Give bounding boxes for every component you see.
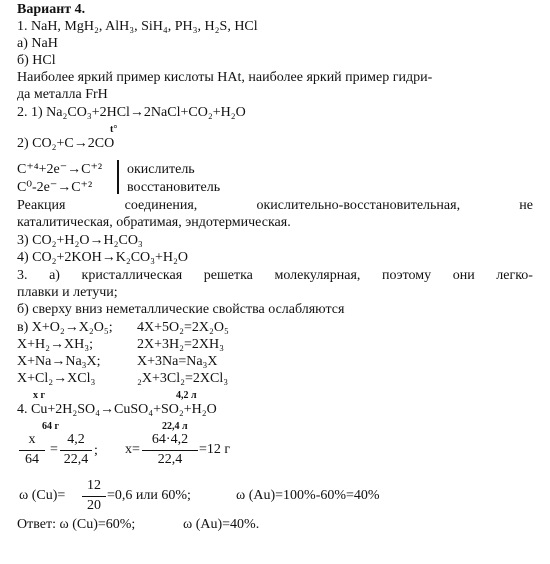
- task1-answer-b: б) HCl: [17, 53, 56, 68]
- word: окислительно-восстановительная,: [256, 198, 461, 213]
- scheme-left-1: в) X+O₂→X₂O₅;: [17, 320, 113, 335]
- fraction-bar: [142, 450, 198, 451]
- denominator: 22,4: [157, 452, 183, 467]
- task2-equation3: 3) CO₂+H₂O→H₂CO₃: [17, 233, 143, 248]
- fraction-64-4-2-over-22-4: [142, 432, 198, 468]
- numerator: x: [28, 432, 36, 447]
- reaction-description-line2: каталитическая, обратимая, эндотермическая.: [17, 215, 291, 230]
- x-label: x=: [125, 442, 140, 457]
- mass-fraction-cu-label: ω (Cu)=: [19, 488, 66, 503]
- word: решетка: [203, 268, 253, 283]
- word: кристаллическая: [81, 268, 183, 283]
- equation-right-3: X+3Na=Na₃X: [137, 354, 218, 369]
- task1-text-line2: да металла FrH: [17, 87, 108, 102]
- mass-fraction-au: ω (Au)=100%-60%=40%: [236, 488, 380, 503]
- fraction-bar: [60, 450, 92, 451]
- word: 3.: [17, 268, 28, 283]
- fraction-x-over-64: [19, 432, 45, 468]
- task2-equation1: 2. 1) Na₂CO₃+2HCl→2NaCl+CO₂+H₂O: [17, 105, 246, 120]
- task3-answer-a-line1: [17, 268, 533, 284]
- denominator: 64: [25, 452, 39, 467]
- denominator: 20: [87, 498, 101, 513]
- answer-au: ω (Au)=40%.: [183, 517, 260, 532]
- task1-answer-a: а) NaH: [17, 36, 58, 51]
- scheme-left-3: X+Na→Na₃X;: [17, 354, 101, 369]
- x-result: =12 г: [199, 442, 231, 457]
- task3-answer-a-line2: плавки и летучи;: [17, 285, 118, 300]
- temperature-mark: t°: [110, 124, 118, 135]
- scheme-left-2: X+H₂→XH₃;: [17, 337, 93, 352]
- reaction-description-line1: [17, 198, 533, 214]
- denominator: 22,4: [63, 452, 89, 467]
- equals-sign: =: [50, 442, 58, 457]
- reduction-half-reaction: C⁰-2e⁻→C⁺²: [17, 180, 93, 195]
- mass-fraction-cu-result: =0,6 или 60%;: [107, 488, 191, 503]
- mass-mark-64: 64 г: [42, 421, 60, 432]
- numerator: 12: [87, 478, 101, 493]
- oxidation-half-reaction: C⁺⁴+2e⁻→C⁺²: [17, 162, 103, 177]
- word: молекулярная,: [274, 268, 361, 283]
- mass-mark-x: x г: [33, 390, 46, 401]
- equation-right-1: 4X+5O₂=2X₂O₅: [137, 320, 229, 335]
- semicolon: ;: [94, 443, 98, 458]
- word: не: [519, 198, 533, 213]
- word: они: [452, 268, 475, 283]
- word: а): [49, 268, 60, 283]
- word: соединения,: [124, 198, 198, 213]
- fraction-4-2-over-22-4: [60, 432, 92, 468]
- volume-mark-4-2: 4,2 л: [176, 390, 197, 401]
- task1-formulas: 1. NaH, MgH₂, AlH₃, SiH₄, PH₃, H₂S, HCl: [17, 19, 258, 34]
- answer-cu: Ответ: ω (Cu)=60%;: [17, 517, 136, 532]
- numerator: 64·4,2: [151, 432, 189, 447]
- word: легко-: [496, 268, 533, 283]
- numerator: 4,2: [67, 432, 85, 447]
- page-title: Вариант 4.: [17, 2, 86, 17]
- task1-text-line1: Наиболее яркий пример кислоты HAt, наиболее яркий пример гидри-: [17, 70, 433, 85]
- word: Реакция: [17, 198, 66, 213]
- scheme-left-4: X+Cl₂→XCl₃: [17, 371, 96, 386]
- equation-right-4: ₂X+3Cl₂=2XCl₃: [137, 371, 229, 386]
- task2-equation4: 4) CO₂+2KOH→K₂CO₃+H₂O: [17, 250, 189, 265]
- task3-answer-b: б) сверху вниз неметаллические свойства ослабляются: [17, 302, 345, 317]
- volume-mark-22-4: 22,4 л: [162, 421, 188, 432]
- oxidizer-label: окислитель: [127, 162, 195, 177]
- word: поэтому: [381, 268, 432, 283]
- task4-equation: 4. Cu+2H₂SO₄→CuSO₄+SO₂+H₂O: [17, 402, 217, 417]
- fraction-12-over-20: [82, 478, 106, 514]
- balance-bracket: [117, 160, 119, 194]
- equation-right-2: 2X+3H₂=2XH₃: [137, 337, 224, 352]
- fraction-bar: [19, 450, 45, 451]
- reducer-label: восстановитель: [127, 180, 221, 195]
- fraction-bar: [82, 496, 106, 497]
- task2-equation2: 2) CO₂+C→2CO: [17, 136, 115, 151]
